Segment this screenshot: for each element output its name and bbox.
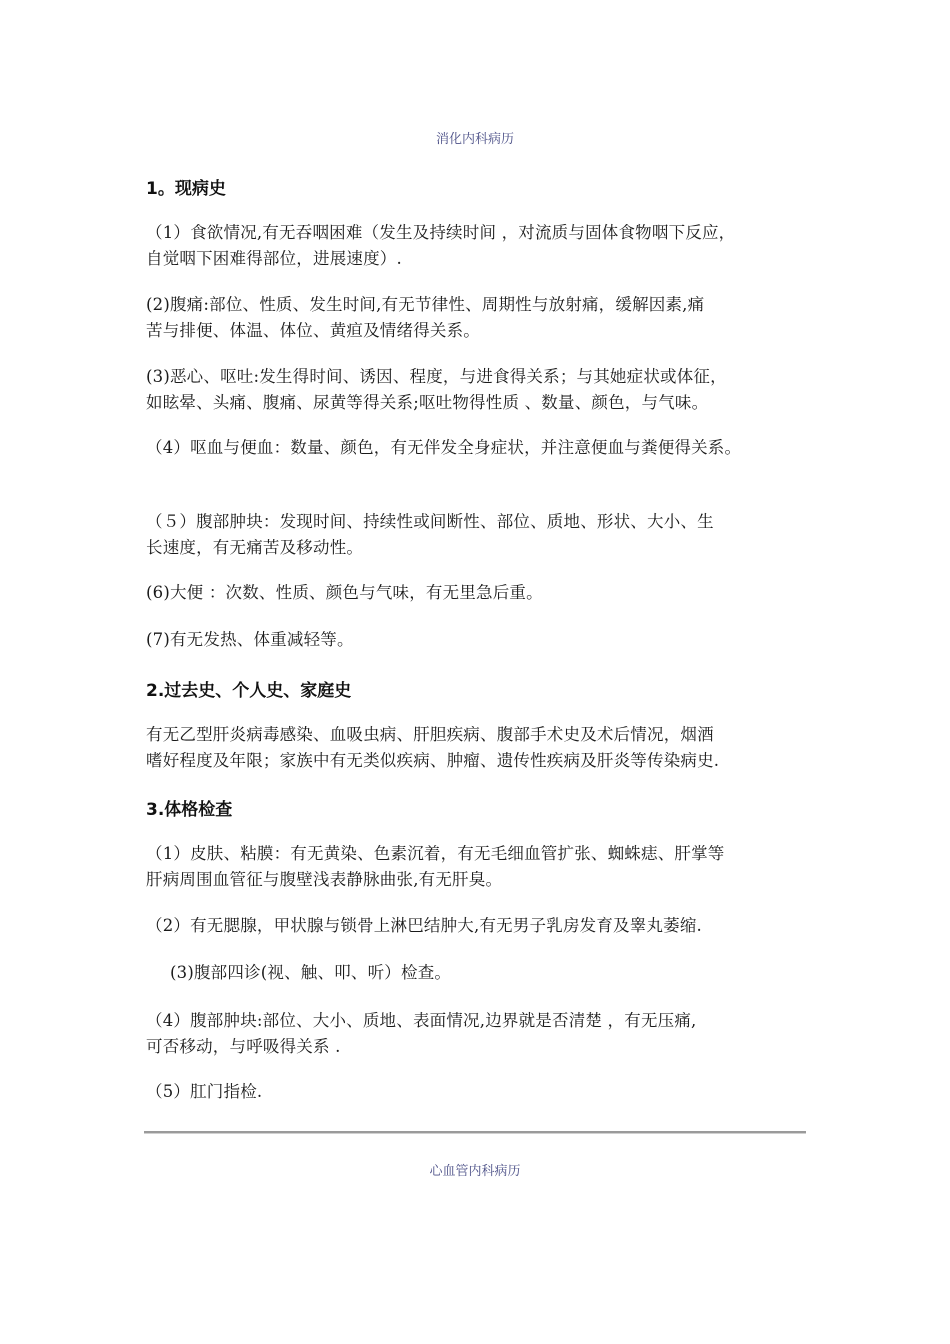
section-divider [144,1131,806,1134]
paragraph-line: (7)有无发热、体重减轻等。 [146,630,354,649]
paragraph-line: (3)恶心、呕吐:发生得时间、诱因、程度，与进食得关系；与其她症状或体征， [146,367,727,386]
paragraph-skin [146,841,822,893]
section-heading-history: 1。现病史 [146,179,226,199]
paragraph-exam-mass [146,1008,822,1060]
paragraph-line: 长速度，有无痛苦及移动性。 [146,538,364,557]
paragraph-line: （4）呕血与便血：数量、颜色，有无伴发全身症状，并注意便血与粪便得关系。 [146,438,742,457]
section-heading-exam: 3.体格检查 [146,800,233,820]
paragraph-line: （1）皮肤、粘膜：有无黄染、色素沉着，有无毛细血管扩张、蜘蛛痣、肝掌等 [146,844,725,863]
paragraph-line: （5）肛门指检. [146,1082,263,1101]
next-document-title: 心血管内科病历 [429,1164,521,1179]
paragraph-line: 可否移动，与呼吸得关系 . [146,1037,341,1056]
paragraph-glands [146,913,822,939]
paragraph-line: 有无乙型肝炎病毒感染、血吸虫病、肝胆疾病、腹部手术史及术后情况，烟酒 [146,725,714,744]
paragraph-line: （５）腹部肿块：发现时间、持续性或间断性、部位、质地、形状、大小、生 [146,512,714,531]
paragraph-line: （1）食欲情况,有无吞咽困难（发生及持续时间 ，对流质与固体食物咽下反应， [146,223,736,242]
paragraph-line: (6)大便 ：次数、性质、颜色与气味，有无里急后重。 [146,583,543,602]
paragraph-line: 如眩晕、头痛、腹痛、尿黄等得关系;呕吐物得性质 、数量、颜色，与气味。 [146,393,709,412]
paragraph-line: (3)腹部四诊(视、触、叩、听）检查。 [170,963,452,982]
paragraph-line: （4）腹部肿块:部位、大小、质地、表面情况,边界就是否清楚 ，有无压痛, [146,1011,697,1030]
paragraph-line: （2）有无腮腺，甲状腺与锁骨上淋巴结肿大,有无男子乳房发育及睾丸萎缩. [146,916,702,935]
paragraph-appetite [146,220,822,272]
section-heading-past: 2.过去史、个人史、家庭史 [146,681,352,701]
paragraph-fever [146,627,822,653]
paragraph-line: (2)腹痛:部位、性质、发生时间,有无节律性、周期性与放射痛，缓解因素,痛 [146,295,705,314]
paragraph-four-exams [170,960,846,986]
paragraph-stool [146,580,822,606]
paragraph-rectal-exam [146,1079,822,1105]
paragraph-abdominal-mass [146,509,822,561]
paragraph-line: 自觉咽下困难得部位，进展速度）. [146,249,402,268]
paragraph-past-history [146,722,822,774]
paragraph-abdominal-pain [146,292,822,344]
paragraph-line: 嗜好程度及年限；家族中有无类似疾病、肿瘤、遗传性疾病及肝炎等传染病史. [146,751,720,770]
document-title: 消化内科病历 [435,132,514,147]
paragraph-hematemesis [146,435,822,461]
paragraph-nausea-vomiting [146,364,822,416]
paragraph-line: 肝病周围血管征与腹壁浅表静脉曲张,有无肝臭。 [146,870,503,889]
paragraph-line: 苦与排便、体温、体位、黄疸及情绪得关系。 [146,321,480,340]
